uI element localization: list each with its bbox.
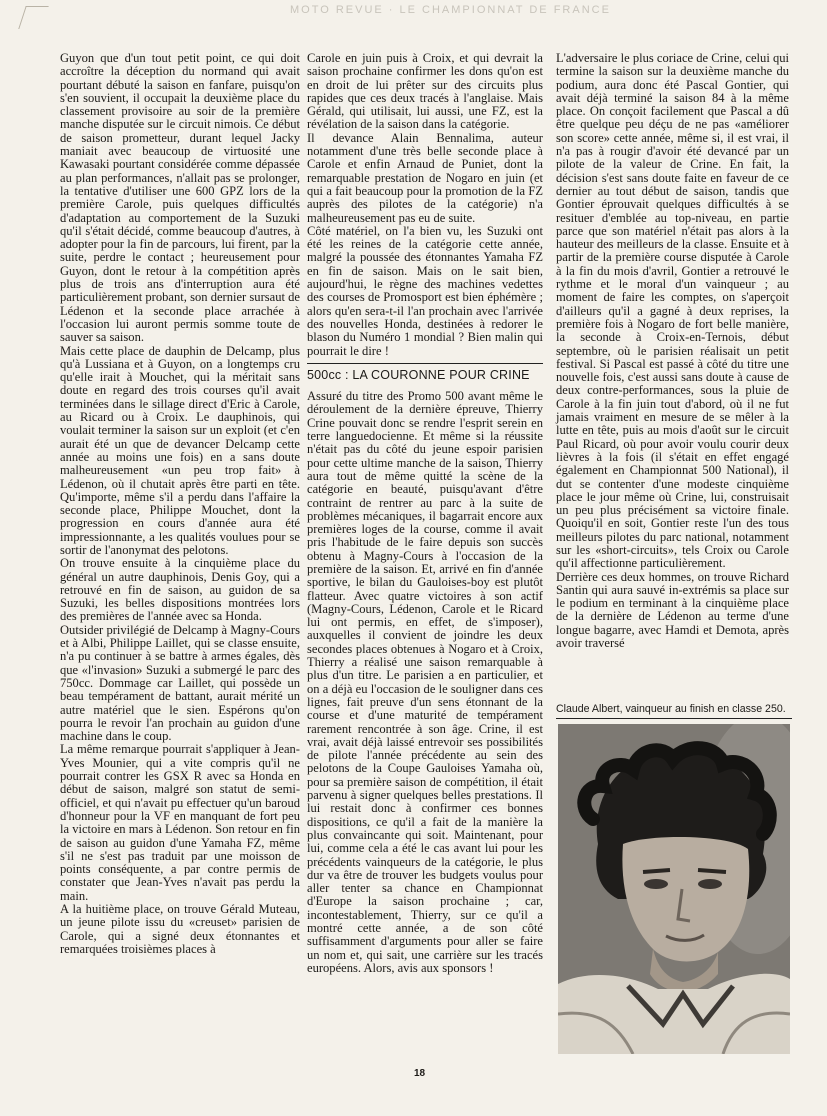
section-rule: [307, 363, 543, 364]
paragraph: La même remarque pourrait s'appliquer à Jean-Yves Mounier, qui a vite compris qu'il ne pourrait contrer les GSX R avec sa Honda en début de saison, malgré son statut de semi-officiel, et qui n'avait pu effectuer qu'un baroud d'honneur pour la VF en manquant de fort peu la victoire en mars à Lédenon. Son retour en fin de saison au guidon d'une Yamaha FZ, même s'il ne s'est pas traduit par une moisson de points conséquente, a par contre permis de constater que Jean-Yves n'avait pas perdu la main.: [60, 742, 300, 903]
photo-caption: Claude Albert, vainqueur au finish en classe 250.: [556, 703, 792, 719]
article-column-3: [556, 52, 789, 650]
paragraph: Côté matériel, on l'a bien vu, les Suzuki ont été les reines de la catégorie cette année, malgré la poussée des étonnantes Yamaha FZ en fin de saison. Mais on le sait bien, aujourd'hui, le règne des machines vedettes des courses de Promosport est bien éphémère ; alors qu'en sera-t-il l'an prochain avec l'arrivée des nouvelles Honda, destinées à redorer le blason du Numéro 1 mondial ? Bien malin qui pourrait le dire !: [307, 223, 543, 358]
section-heading: 500cc : LA COURONNE POUR CRINE: [307, 367, 530, 382]
paragraph: Mais cette place de dauphin de Delcamp, plus qu'à Lussiana et à Guyon, on a longtemps cru qu'elle irait à Mouchet, qui la méritait sans doute en regard des trois courses qu'il avait terminées dans le sillage direct d'Eric à Carole, au Ricard ou à Croix. Le dauphinois, qui voulait terminer la saison sur un exploit (et c'en aurait été un que de devancer Delcamp cette année au moins une fois) en a sans doute malheureusement «un peu trop fait» à Lédenon, où il chutait après être parti en tête. Qu'importe, même s'il a perdu dans l'affaire la seconde place, Philippe Mouchet, dont la progression en cours d'année aura été impressionnante, a les qualités voulues pour se sortir de l'anonymat des pelotons.: [60, 343, 300, 557]
article-column-1: [60, 52, 300, 956]
rider-portrait-photo: [558, 724, 790, 1054]
paragraph: Derrière ces deux hommes, on trouve Richard Santin qui aura sauvé in-extrémis sa place sur le podium en terminant à la cinquième place de la dernière de Lédenon au terme d'une longue bagarre, avec Hamdi et Demota, après avoir traversé: [556, 569, 789, 651]
paragraph: Outsider privilégié de Delcamp à Magny-Cours et à Albi, Philippe Laillet, qui se classe ensuite, n'a pu continuer à se battre à armes égales, dès que «l'invasion» Suzuki a submergé le parc des 750cc. Dommage car Laillet, qui possède un beau tempérament de battant, aurait mérité un autre matériel que le sien. Espérons qu'on pourra le revoir l'an prochain au guidon d'une machine dans le coup.: [60, 622, 300, 744]
paragraph: Assuré du titre des Promo 500 avant même le déroulement de la dernière épreuve, Thierry Crine pouvait donc se rendre l'esprit serein en terre languedocienne. Et même si la réussite n'était pas du côté du jeune espoir parisien pour cette ultime manche de la saison, Thierry aura tout de même quitté la scène de la catégorie en beauté, puisqu'avant d'être contraint de rentrer au parc à la suite de problèmes mécaniques, il bagarrait encore aux premières loges de la course, comme il avait pris l'habitude de le faire depuis son succès obtenu à Magny-Cours à l'occasion de la première de la saison. Et, arrivé en fin d'année sportive, le bilan du Gauloises-boy est plutôt flatteur. Avec quatre victoires à son actif (Magny-Cours, Lédenon, Carole et le Ricard lui ont permis, en effet, de s'imposer), auxquelles il convient de joindre les deux secondes places obtenues à Nogaro et à Croix, Thierry a réalisé une saison remarquable à plus d'un titre. Le parisien a en particulier, et on a déjà eu l'occasion de le souligner dans ces lignes, fait preuve d'un sens étonnant de la course et d'une maturité de tempérament rarement rencontrée à son âge. Crine, il est vrai, avait déjà laissé entrevoir ses possibilités de pilote l'année précédente au sein des pelotons de la Coupe Gauloises Yamaha où, pour sa première saison de compétition, il était parvenu à signer quelques belles prestations. Il lui restait donc à confirmer ces bonnes dispositions, ce qu'il a fait de la manière la plus convaincante qui soit. Maintenant, pour lui, comme cela a été le cas avant lui pour les précédents vainqueurs de la catégorie, le plus dur va être de trouver les budgets voulus pour aller tenter sa chance en Championnat d'Europe la saison prochaine ; car, incontestablement, Thierry, sur ce qu'il a montré cette année, a de son côté suffisamment d'arguments pour aller se faire un nom et, qui sait, une carrière sur les tracés européens. Alors, avis aux sponsors !: [307, 389, 543, 975]
folded-corner-mark: [18, 6, 48, 29]
paragraph: L'adversaire le plus coriace de Crine, celui qui termine la saison sur la deuxième manche du podium, aura donc été Pascal Gontier, qui avait déjà terminé la saison 84 à la même place. On conçoit facilement que Pascal a dû être quelque peu déçu de ne pas «améliorer son score» cette année, même si, il est vrai, il n'a pas à rougir d'avoir été devancé par un pilote de la valeur de Crine. En fait, la décision s'est sans doute faite en faveur de ce dernier au tout début de saison, tandis que Gontier éprouvait quelques difficultés à se resituer d'emblée au top-niveau, en partie parce que son matériel n'était pas alors à la hauteur des meilleurs de la classe. Ensuite et à partir de la première course disputée à Carole à la fin du mois d'avril, Gontier a retrouvé le rythme et le moral d'un vainqueur ; au moment de faire les comptes, on s'aperçoit d'ailleurs qu'il a gagné à deux reprises, la première fois à Nogaro de fort belle manière, la seconde à Croix-en-Ternois, début septembre, où le parisien réalisait un petit festival. Si Pascal est passé à côté du titre une nouvelle fois, c'est aussi sans doute à cause de deux contre-performances, sous la pluie de Carole à la fin juin tout d'abord, où il ne fut jamais vraiment en mesure de se mêler à la lutte en tête, puis au mois d'août sur le circuit Paul Ricard, où pour avoir voulu courir deux lièvres à la fois (il s'était en effet engagé également en Championnat 500 National), il dut se contenter d'une modeste cinquième place le jour même où Crine, lui, construisait un peu plus précisément sa victoire finale. Quoiqu'il en soit, Gontier reste l'un des tous meilleurs pilotes du parc national, notamment sur les «short-circuits», tels Croix ou Carole qu'il affectionne particulièrement.: [556, 51, 789, 571]
paragraph: Carole en juin puis à Croix, et qui devrait la saison prochaine confirmer les dons qu'on est en droit de lui prêter sur des circuits plus rapides que ces deux tracés à l'anglaise. Mais Gérald, qui utilisait, lui aussi, une FZ, est la révélation de la saison dans la catégorie.: [307, 51, 543, 132]
page-number: 18: [414, 1068, 426, 1079]
article-column-2: [307, 52, 543, 975]
portrait-illustration: [558, 724, 790, 1054]
paragraph: On trouve ensuite à la cinquième place du général un autre dauphinois, Denis Goy, qui a retrouvé en fin de saison, au guidon de sa Suzuki, les belles dispositions montrées lors des premières de l'année avec sa Honda.: [60, 556, 300, 624]
running-head: MOTO REVUE · LE CHAMPIONNAT DE FRANCE: [290, 4, 611, 16]
paragraph: Guyon que d'un tout petit point, ce qui doit accroître la déception du normand qui avait pourtant débuté la saison en fanfare, puisqu'on s'en souvient, il occupait la deuxième place du classement provisoire au soir de la première manche disputée sur le circuit nimois. Ce début de saison prometteur, durant lequel Jacky maniait avec beaucoup de virtuosité une Kawasaki pourtant considérée comme dépassée au plan performances, n'allait pas se prolonger, la tentative d'utiliser une 600 GPZ lors de la première Carole, puis quelques difficultés d'adaptation au comportement de la Suzuki qu'il s'était décidé, comme beaucoup d'autres, à adopter pour la fin de parcours, lui firent, par la suite, perdre le contact ; heureusement pour Guyon, dont le retour à la compétition après plus de trois ans d'interruption aura été particulièrement probant, son dernier sursaut de Lédenon et la seconde place arrachée à l'occasion lui auront permis somme toute de sauver sa saison.: [60, 51, 300, 345]
paragraph: A la huitième place, on trouve Gérald Muteau, un jeune pilote issu du «creuset» parisien de Carole, qui a signé deux étonnantes et remarquées troisièmes places à: [60, 902, 300, 956]
paragraph: Il devance Alain Bennalima, auteur notamment d'une très belle seconde place à Carole et enfin Arnaud de Puniet, dont la remarquable prestation de Nogaro en juin (et qui a fait beaucoup pour la promotion de la FZ auprès des pilotes de la catégorie) n'a malheureusement pas eu de suite.: [307, 130, 543, 225]
